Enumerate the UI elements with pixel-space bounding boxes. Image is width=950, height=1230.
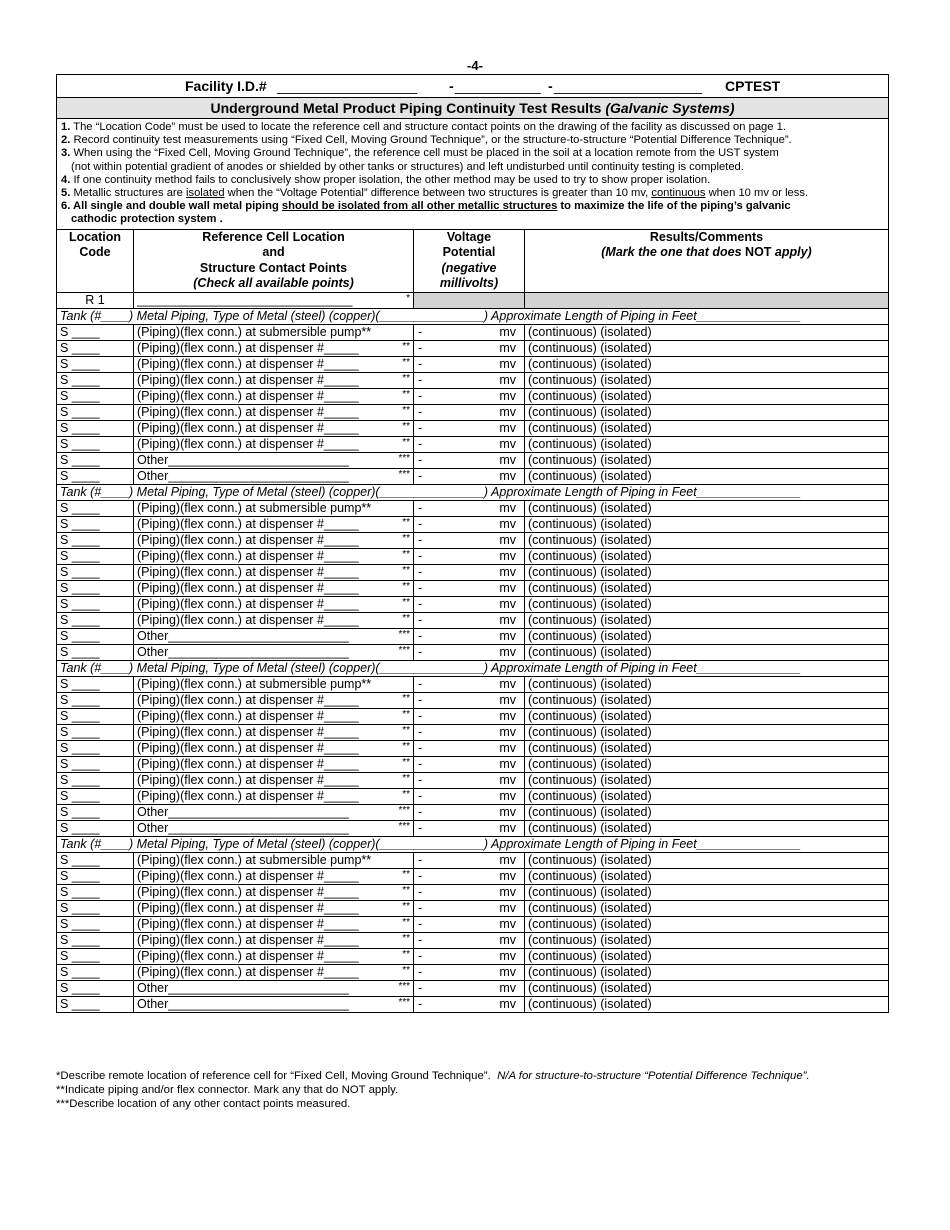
contact-point[interactable]: (Piping)(flex conn.) at dispenser #_____ **	[134, 740, 414, 756]
facility-id-field-3[interactable]: ___________________	[554, 78, 702, 94]
test-point-row	[57, 500, 889, 516]
test-point-row	[57, 580, 889, 596]
instruction-item: 6. All single and double wall metal piping should be isolated from all other metallic structures to maximize the life of the piping’s galvanic	[61, 200, 791, 213]
test-point-row	[57, 596, 889, 612]
location-code[interactable]: S ____	[57, 868, 134, 884]
contact-point[interactable]: Other__________________________ ***	[134, 628, 414, 644]
contact-point[interactable]: (Piping)(flex conn.) at dispenser #_____ **	[134, 532, 414, 548]
footnotes	[56, 1069, 916, 1111]
test-point-row	[57, 324, 889, 340]
facility-header-row	[57, 75, 889, 98]
voltage-reading[interactable]: - mv	[414, 468, 525, 484]
voltage-reading[interactable]: - mv	[414, 980, 525, 996]
result-options[interactable]: (continuous) (isolated)	[525, 420, 889, 436]
contact-point[interactable]: (Piping)(flex conn.) at dispenser #_____ **	[134, 756, 414, 772]
location-code[interactable]: S ____	[57, 628, 134, 644]
contact-point[interactable]: (Piping)(flex conn.) at dispenser #_____ **	[134, 916, 414, 932]
test-point-row	[57, 388, 889, 404]
test-point-row	[57, 868, 889, 884]
location-code[interactable]: S ____	[57, 980, 134, 996]
contact-point[interactable]: (Piping)(flex conn.) at dispenser #_____ **	[134, 372, 414, 388]
instructions-row	[57, 119, 889, 230]
tank-info[interactable]: Tank (#____) Metal Piping, Type of Metal (steel) (copper)(_______________) Approximate Length of Piping in Feet_______________	[57, 308, 889, 324]
reference-cell-row	[57, 292, 889, 308]
contact-point[interactable]: Other__________________________ ***	[134, 804, 414, 820]
contact-point[interactable]: (Piping)(flex conn.) at dispenser #_____ **	[134, 516, 414, 532]
instruction-item: cathodic protection system .	[71, 213, 223, 226]
location-code[interactable]: S ____	[57, 356, 134, 372]
result-options[interactable]: (continuous) (isolated)	[525, 564, 889, 580]
result-options[interactable]: (continuous) (isolated)	[525, 532, 889, 548]
contact-point[interactable]: (Piping)(flex conn.) at dispenser #_____ **	[134, 356, 414, 372]
contact-point[interactable]: (Piping)(flex conn.) at dispenser #_____ **	[134, 772, 414, 788]
test-point-row	[57, 916, 889, 932]
result-options[interactable]: (continuous) (isolated)	[525, 324, 889, 340]
location-code[interactable]: S ____	[57, 340, 134, 356]
instruction-item: 4. If one continuity method fails to conclusively show proper isolation, the other method may be used to try to show proper isolation.	[61, 173, 711, 186]
location-code[interactable]: S ____	[57, 404, 134, 420]
location-code[interactable]: S ____	[57, 900, 134, 916]
test-point-row	[57, 532, 889, 548]
test-point-row	[57, 420, 889, 436]
contact-point[interactable]: (Piping)(flex conn.) at dispenser #_____ **	[134, 900, 414, 916]
result-options[interactable]: (continuous) (isolated)	[525, 356, 889, 372]
contact-point[interactable]: (Piping)(flex conn.) at dispenser #_____ **	[134, 388, 414, 404]
result-options[interactable]: (continuous) (isolated)	[525, 868, 889, 884]
voltage-reading[interactable]: - mv	[414, 596, 525, 612]
location-code[interactable]: S ____	[57, 884, 134, 900]
voltage-reading[interactable]: - mv	[414, 756, 525, 772]
reference-voltage-cell	[414, 292, 525, 308]
voltage-reading[interactable]: - mv	[414, 708, 525, 724]
voltage-reading[interactable]: - mv	[414, 916, 525, 932]
test-point-row	[57, 564, 889, 580]
reference-results-cell	[525, 292, 889, 308]
test-point-row	[57, 628, 889, 644]
location-code[interactable]: S ____	[57, 932, 134, 948]
results-comments-header: Results/Comments (Mark the one that does NOT apply)	[525, 229, 889, 292]
location-code[interactable]: S ____	[57, 692, 134, 708]
footnote: **Indicate piping and/or flex connector. Mark any that do NOT apply.	[56, 1084, 399, 1096]
voltage-reading[interactable]: - mv	[414, 500, 525, 516]
instruction-item: 5. Metallic structures are isolated when the “Voltage Potential” difference between two structures is greater than 10 mv, continuous when 10 mv or less.	[61, 187, 809, 200]
test-point-row	[57, 356, 889, 372]
voltage-reading[interactable]: - mv	[414, 692, 525, 708]
voltage-reading[interactable]: - mv	[414, 388, 525, 404]
result-options[interactable]: (continuous) (isolated)	[525, 948, 889, 964]
location-code[interactable]: S ____	[57, 388, 134, 404]
test-point-row	[57, 932, 889, 948]
location-code[interactable]: S ____	[57, 804, 134, 820]
result-options[interactable]: (continuous) (isolated)	[525, 724, 889, 740]
form-code: CPTEST	[725, 78, 781, 94]
voltage-reading[interactable]: - mv	[414, 996, 525, 1012]
voltage-reading[interactable]: - mv	[414, 740, 525, 756]
instruction-item: 3. When using the “Fixed Cell, Moving Ground Technique”, the reference cell must be placed in the soil at a location remote from the UST system	[61, 147, 779, 160]
test-point-row	[57, 468, 889, 484]
location-code[interactable]: S ____	[57, 596, 134, 612]
contact-point[interactable]: (Piping)(flex conn.) at dispenser #_____ **	[134, 964, 414, 980]
result-options[interactable]: (continuous) (isolated)	[525, 756, 889, 772]
contact-point[interactable]: (Piping)(flex conn.) at dispenser #_____ **	[134, 788, 414, 804]
tank-header-row	[57, 660, 889, 676]
test-point-row	[57, 548, 889, 564]
voltage-reading[interactable]: - mv	[414, 900, 525, 916]
voltage-reading[interactable]: - mv	[414, 868, 525, 884]
location-code[interactable]: S ____	[57, 644, 134, 660]
test-point-row	[57, 516, 889, 532]
test-point-row	[57, 612, 889, 628]
page-number: -4-	[467, 58, 483, 73]
location-code[interactable]: S ____	[57, 436, 134, 452]
voltage-reading[interactable]: - mv	[414, 436, 525, 452]
result-options[interactable]: (continuous) (isolated)	[525, 884, 889, 900]
voltage-reading[interactable]: - mv	[414, 516, 525, 532]
test-point-row	[57, 804, 889, 820]
voltage-reading[interactable]: - mv	[414, 932, 525, 948]
location-code[interactable]: S ____	[57, 820, 134, 836]
location-code[interactable]: S ____	[57, 420, 134, 436]
reference-cell-location[interactable]: _______________________________ *	[134, 292, 414, 308]
location-code[interactable]: S ____	[57, 532, 134, 548]
instruction-item: 2. Record continuity test measurements using “Fixed Cell, Moving Ground Technique”, or the structure-to-structure “Potential Difference Technique”.	[61, 134, 792, 147]
location-code[interactable]: S ____	[57, 852, 134, 868]
contact-point[interactable]: (Piping)(flex conn.) at dispenser #_____ **	[134, 948, 414, 964]
reference-cell-header: Reference Cell Location and Structure Contact Points (Check all available points)	[134, 229, 414, 292]
contact-point[interactable]: (Piping)(flex conn.) at submersible pump**	[134, 324, 414, 340]
result-options[interactable]: (continuous) (isolated)	[525, 932, 889, 948]
facility-id-field-2[interactable]: ___________	[455, 78, 541, 94]
test-point-row	[57, 996, 889, 1012]
voltage-reading[interactable]: - mv	[414, 532, 525, 548]
result-options[interactable]: (continuous) (isolated)	[525, 628, 889, 644]
test-point-row	[57, 756, 889, 772]
contact-point[interactable]: (Piping)(flex conn.) at dispenser #_____ **	[134, 340, 414, 356]
voltage-reading[interactable]: - mv	[414, 548, 525, 564]
contact-point[interactable]: (Piping)(flex conn.) at dispenser #_____ **	[134, 580, 414, 596]
contact-point[interactable]: (Piping)(flex conn.) at dispenser #_____ **	[134, 436, 414, 452]
banner-title: Underground Metal Product Piping Continuity Test Results	[210, 100, 602, 116]
test-point-row	[57, 788, 889, 804]
voltage-reading[interactable]: - mv	[414, 948, 525, 964]
contact-point[interactable]: (Piping)(flex conn.) at dispenser #_____ **	[134, 884, 414, 900]
result-options[interactable]: (continuous) (isolated)	[525, 964, 889, 980]
tank-info[interactable]: Tank (#____) Metal Piping, Type of Metal (steel) (copper)(_______________) Approximate Length of Piping in Feet_______________	[57, 484, 889, 500]
location-code[interactable]: S ____	[57, 372, 134, 388]
voltage-reading[interactable]: - mv	[414, 420, 525, 436]
location-code[interactable]: S ____	[57, 548, 134, 564]
facility-id-field-1[interactable]: __________________	[277, 78, 418, 94]
result-options[interactable]: (continuous) (isolated)	[525, 900, 889, 916]
contact-point[interactable]: (Piping)(flex conn.) at dispenser #_____ **	[134, 596, 414, 612]
voltage-reading[interactable]: - mv	[414, 580, 525, 596]
contact-point[interactable]: Other__________________________ ***	[134, 452, 414, 468]
facility-id-separator: -	[449, 78, 454, 94]
test-point-row	[57, 852, 889, 868]
location-code[interactable]: S ____	[57, 708, 134, 724]
location-code[interactable]: S ____	[57, 468, 134, 484]
result-options[interactable]: (continuous) (isolated)	[525, 644, 889, 660]
result-options[interactable]: (continuous) (isolated)	[525, 596, 889, 612]
test-point-row	[57, 772, 889, 788]
voltage-reading[interactable]: - mv	[414, 340, 525, 356]
test-point-row	[57, 372, 889, 388]
tank-header-row	[57, 308, 889, 324]
result-options[interactable]: (continuous) (isolated)	[525, 468, 889, 484]
test-point-row	[57, 724, 889, 740]
voltage-reading[interactable]: - mv	[414, 884, 525, 900]
result-options[interactable]: (continuous) (isolated)	[525, 740, 889, 756]
facility-id-separator: -	[548, 78, 553, 94]
location-code[interactable]: S ____	[57, 740, 134, 756]
result-options[interactable]: (continuous) (isolated)	[525, 436, 889, 452]
test-point-row	[57, 964, 889, 980]
voltage-reading[interactable]: - mv	[414, 628, 525, 644]
test-point-row	[57, 884, 889, 900]
contact-point[interactable]: (Piping)(flex conn.) at submersible pump**	[134, 500, 414, 516]
tank-info[interactable]: Tank (#____) Metal Piping, Type of Metal (steel) (copper)(_______________) Approximate Length of Piping in Feet_______________	[57, 836, 889, 852]
contact-point[interactable]: Other__________________________ ***	[134, 644, 414, 660]
result-options[interactable]: (continuous) (isolated)	[525, 580, 889, 596]
voltage-reading[interactable]: - mv	[414, 724, 525, 740]
contact-point[interactable]: Other__________________________ ***	[134, 980, 414, 996]
voltage-reading[interactable]: - mv	[414, 612, 525, 628]
result-options[interactable]: (continuous) (isolated)	[525, 772, 889, 788]
contact-point[interactable]: Other__________________________ ***	[134, 820, 414, 836]
location-code[interactable]: S ____	[57, 772, 134, 788]
column-header-row	[57, 229, 889, 292]
result-options[interactable]: (continuous) (isolated)	[525, 788, 889, 804]
result-options[interactable]: (continuous) (isolated)	[525, 404, 889, 420]
reference-code: R 1	[57, 292, 134, 308]
result-options[interactable]: (continuous) (isolated)	[525, 852, 889, 868]
result-options[interactable]: (continuous) (isolated)	[525, 804, 889, 820]
contact-point[interactable]: (Piping)(flex conn.) at dispenser #_____ **	[134, 692, 414, 708]
contact-point[interactable]: (Piping)(flex conn.) at dispenser #_____ **	[134, 724, 414, 740]
result-options[interactable]: (continuous) (isolated)	[525, 996, 889, 1012]
test-point-row	[57, 948, 889, 964]
test-point-row	[57, 644, 889, 660]
voltage-reading[interactable]: - mv	[414, 564, 525, 580]
test-point-row	[57, 820, 889, 836]
test-point-row	[57, 900, 889, 916]
test-point-row	[57, 740, 889, 756]
result-options[interactable]: (continuous) (isolated)	[525, 708, 889, 724]
test-point-row	[57, 404, 889, 420]
contact-point[interactable]: (Piping)(flex conn.) at dispenser #_____ **	[134, 548, 414, 564]
result-options[interactable]: (continuous) (isolated)	[525, 980, 889, 996]
voltage-reading[interactable]: - mv	[414, 820, 525, 836]
voltage-potential-header: Voltage Potential (negative millivolts)	[414, 229, 525, 292]
voltage-reading[interactable]: - mv	[414, 404, 525, 420]
location-code[interactable]: S ____	[57, 916, 134, 932]
location-code[interactable]: S ____	[57, 724, 134, 740]
result-options[interactable]: (continuous) (isolated)	[525, 612, 889, 628]
contact-point[interactable]: (Piping)(flex conn.) at dispenser #_____ **	[134, 932, 414, 948]
result-options[interactable]: (continuous) (isolated)	[525, 516, 889, 532]
contact-point[interactable]: (Piping)(flex conn.) at dispenser #_____ **	[134, 564, 414, 580]
voltage-reading[interactable]: - mv	[414, 676, 525, 692]
instruction-item: (not within potential gradient of anodes or shielded by other tanks or structures) and left undisturbed until continuity testing is completed.	[71, 160, 744, 173]
test-point-row	[57, 980, 889, 996]
voltage-reading[interactable]: - mv	[414, 804, 525, 820]
voltage-reading[interactable]: - mv	[414, 852, 525, 868]
result-options[interactable]: (continuous) (isolated)	[525, 676, 889, 692]
voltage-reading[interactable]: - mv	[414, 372, 525, 388]
contact-point[interactable]: (Piping)(flex conn.) at submersible pump**	[134, 676, 414, 692]
banner-subtitle: (Galvanic Systems)	[605, 100, 735, 116]
instruction-item: 1. The “Location Code” must be used to locate the reference cell and structure contact points on the drawing of the facility as discussed on page 1.	[61, 121, 786, 133]
result-options[interactable]: (continuous) (isolated)	[525, 340, 889, 356]
continuity-test-form	[56, 74, 888, 1013]
footnote: *Describe remote location of reference cell for “Fixed Cell, Moving Ground Technique”. N/A for structure-to-structure “Potential Difference Technique”.	[56, 1070, 810, 1082]
result-options[interactable]: (continuous) (isolated)	[525, 452, 889, 468]
voltage-reading[interactable]: - mv	[414, 324, 525, 340]
instructions	[57, 119, 889, 230]
result-options[interactable]: (continuous) (isolated)	[525, 500, 889, 516]
result-options[interactable]: (continuous) (isolated)	[525, 820, 889, 836]
tank-header-row	[57, 836, 889, 852]
voltage-reading[interactable]: - mv	[414, 356, 525, 372]
contact-point[interactable]: Other__________________________ ***	[134, 996, 414, 1012]
contact-point[interactable]: (Piping)(flex conn.) at dispenser #_____ **	[134, 404, 414, 420]
test-point-row	[57, 340, 889, 356]
tank-header-row	[57, 484, 889, 500]
location-code[interactable]: S ____	[57, 324, 134, 340]
location-code[interactable]: S ____	[57, 564, 134, 580]
contact-point[interactable]: Other__________________________ ***	[134, 468, 414, 484]
voltage-reading[interactable]: - mv	[414, 772, 525, 788]
footnote: ***Describe location of any other contact points measured.	[56, 1098, 351, 1110]
voltage-reading[interactable]: - mv	[414, 964, 525, 980]
contact-point[interactable]: (Piping)(flex conn.) at dispenser #_____ **	[134, 868, 414, 884]
location-code[interactable]: S ____	[57, 676, 134, 692]
contact-point[interactable]: (Piping)(flex conn.) at submersible pump**	[134, 852, 414, 868]
location-code[interactable]: S ____	[57, 500, 134, 516]
location-code[interactable]: S ____	[57, 612, 134, 628]
voltage-reading[interactable]: - mv	[414, 452, 525, 468]
banner-row	[57, 98, 889, 119]
contact-point[interactable]: (Piping)(flex conn.) at dispenser #_____ **	[134, 612, 414, 628]
voltage-reading[interactable]: - mv	[414, 644, 525, 660]
facility-id-label: Facility I.D.#	[185, 78, 267, 94]
contact-point[interactable]: (Piping)(flex conn.) at dispenser #_____ **	[134, 708, 414, 724]
result-options[interactable]: (continuous) (isolated)	[525, 692, 889, 708]
location-code[interactable]: S ____	[57, 788, 134, 804]
location-code[interactable]: S ____	[57, 580, 134, 596]
voltage-reading[interactable]: - mv	[414, 788, 525, 804]
location-code[interactable]: S ____	[57, 964, 134, 980]
test-point-row	[57, 692, 889, 708]
location-code-header: Location Code	[57, 229, 134, 292]
tank-info[interactable]: Tank (#____) Metal Piping, Type of Metal (steel) (copper)(_______________) Approximate Length of Piping in Feet_______________	[57, 660, 889, 676]
location-code[interactable]: S ____	[57, 452, 134, 468]
test-point-row	[57, 676, 889, 692]
location-code[interactable]: S ____	[57, 948, 134, 964]
result-options[interactable]: (continuous) (isolated)	[525, 548, 889, 564]
location-code[interactable]: S ____	[57, 516, 134, 532]
location-code[interactable]: S ____	[57, 996, 134, 1012]
result-options[interactable]: (continuous) (isolated)	[525, 388, 889, 404]
test-point-row	[57, 708, 889, 724]
result-options[interactable]: (continuous) (isolated)	[525, 372, 889, 388]
test-point-row	[57, 452, 889, 468]
contact-point[interactable]: (Piping)(flex conn.) at dispenser #_____ **	[134, 420, 414, 436]
location-code[interactable]: S ____	[57, 756, 134, 772]
result-options[interactable]: (continuous) (isolated)	[525, 916, 889, 932]
test-point-row	[57, 436, 889, 452]
